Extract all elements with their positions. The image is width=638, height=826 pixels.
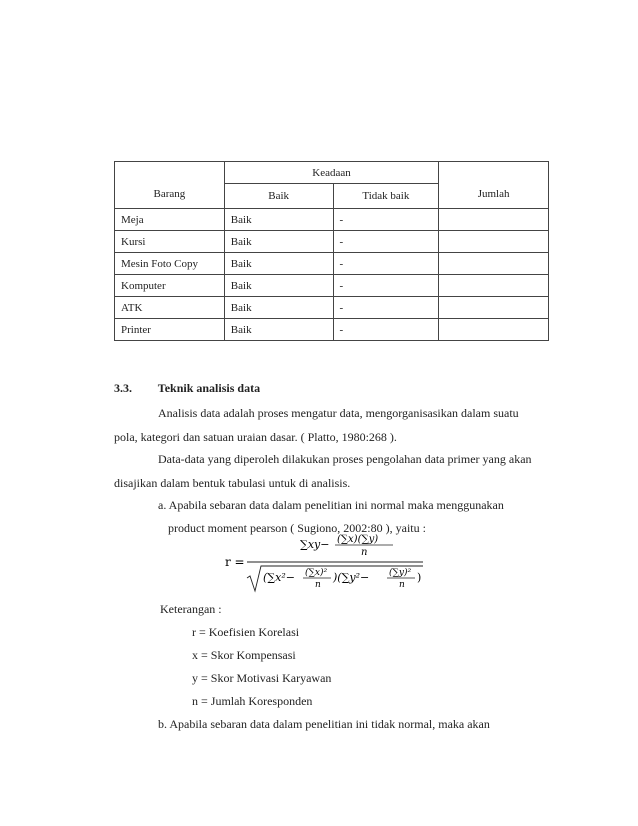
- legend-item: n = Jumlah Koresponden: [192, 694, 313, 708]
- cell-notgood: -: [333, 253, 439, 275]
- cell-total: [439, 231, 549, 253]
- paragraph-line: Analisis data adalah proses mengatur data, mengorganisasikan dalam suatu: [158, 406, 519, 420]
- cell-good: Baik: [224, 319, 333, 341]
- formula-den-right: )(∑y²−: [333, 571, 370, 584]
- paragraph-line: pola, kategori dan satuan uraian dasar. ( Platto, 1980:268 ).: [114, 430, 397, 444]
- cell-notgood: -: [333, 319, 439, 341]
- cell-good: Baik: [224, 275, 333, 297]
- cell-notgood: -: [333, 209, 439, 231]
- formula-num-top: (∑x)(∑y): [337, 534, 379, 545]
- cell-item: Kursi: [115, 231, 225, 253]
- formula-den-right-bottom: n: [399, 580, 405, 590]
- formula-svg: [225, 533, 425, 593]
- list-item-a: a. Apabila sebaran data dalam penelitian ini normal maka menggunakan: [158, 498, 504, 512]
- cell-notgood: -: [333, 297, 439, 319]
- paragraph-line: Data-data yang diperoleh dilakukan proses pengolahan data primer yang akan: [158, 452, 532, 466]
- cell-item: Komputer: [115, 275, 225, 297]
- cell-total: [439, 275, 549, 297]
- cell-notgood: -: [333, 231, 439, 253]
- inventory-table: [114, 161, 549, 341]
- keterangan-label: Keterangan :: [160, 602, 222, 616]
- header-baik: Baik: [224, 184, 333, 209]
- cell-good: Baik: [224, 231, 333, 253]
- formula-den-left: (∑x²−: [263, 571, 295, 584]
- formula-den-right-top: (∑y)²: [389, 568, 412, 578]
- header-jumlah: Jumlah: [439, 162, 549, 209]
- paragraph-line: disajikan dalam bentuk tabulasi untuk di analisis.: [114, 476, 351, 490]
- cell-item: Printer: [115, 319, 225, 341]
- cell-total: [439, 253, 549, 275]
- list-item-b: b. Apabila sebaran data dalam penelitian ini tidak normal, maka akan: [158, 717, 490, 731]
- formula-lhs: r =: [225, 555, 245, 569]
- header-barang: Barang: [115, 162, 225, 209]
- header-keadaan: Keadaan: [224, 162, 438, 184]
- cell-good: Baik: [224, 297, 333, 319]
- table-row: [115, 275, 549, 297]
- table-row: [115, 297, 549, 319]
- cell-total: [439, 319, 549, 341]
- legend-item: y = Skor Motivasi Karyawan: [192, 671, 332, 685]
- formula-close-paren: ): [417, 571, 422, 584]
- section-heading: [114, 381, 260, 396]
- list-item-a-cont: product moment pearson ( Sugiono, 2002:80 ), yaitu :: [168, 521, 426, 535]
- cell-good: Baik: [224, 209, 333, 231]
- formula-den-left-top: (∑x)²: [305, 568, 328, 578]
- cell-item: Meja: [115, 209, 225, 231]
- formula-num-bottom: n: [361, 547, 368, 558]
- cell-good: Baik: [224, 253, 333, 275]
- table-row: [115, 209, 549, 231]
- table-row: [115, 253, 549, 275]
- table-row: [115, 319, 549, 341]
- formula-den-left-bottom: n: [315, 580, 321, 590]
- cell-item: Mesin Foto Copy: [115, 253, 225, 275]
- legend-item: r = Koefisien Korelasi: [192, 625, 300, 639]
- table-row: [115, 231, 549, 253]
- legend-item: x = Skor Kompensasi: [192, 648, 296, 662]
- pearson-formula: [225, 533, 425, 593]
- cell-item: ATK: [115, 297, 225, 319]
- header-tidak-baik: Tidak baik: [333, 184, 439, 209]
- section-number: 3.3.: [114, 381, 132, 395]
- cell-total: [439, 209, 549, 231]
- section-title: Teknik analisis data: [157, 381, 261, 395]
- formula-num-main: ∑xy−: [300, 538, 330, 551]
- cell-notgood: -: [333, 275, 439, 297]
- cell-total: [439, 297, 549, 319]
